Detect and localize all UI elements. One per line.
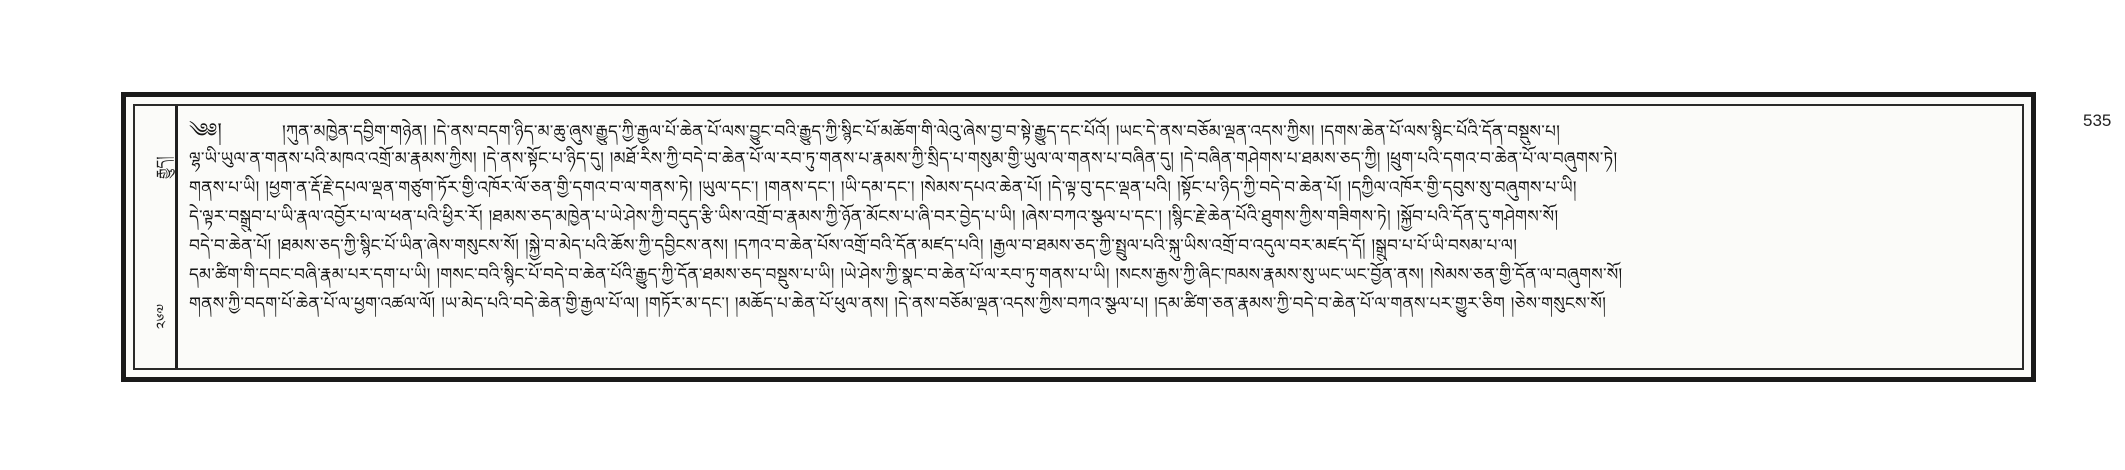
- margin-folio-number: ༢༦༧: [153, 303, 171, 329]
- text-line-4: དེ་ལྟར་བསྒྲུབ་པ་ཡི་རྣལ་འབྱོར་པ་ལ་ཕན་པའི་ཕྱིར་རོ། །ཐམས་ཅད་མཁྱེན་པ་ཡེ་ཤེས་ཀྱི་བདུད་རྩི་ཡིས་འགྲོ་བ་རྣམས་ཀྱི་ཉོན་མོངས་པ་ཞི་བར་བྱེད་པ་ཡི། །ཞེས་བཀའ་སྩལ་པ་དང་། །སྙིང་རྗེ་ཆེན་པོའི་ཐུགས་ཀྱིས་གཟིགས་ཏེ། །སྐྱོབ་པའི་དོན་དུ་གཤེགས་སོ།: [189, 207, 1559, 227]
- text-line-3: གནས་པ་ཡི། །ཕྱག་ན་རྡོ་རྗེ་དཔལ་ལྡན་གཙུག་ཏོར་གྱི་འཁོར་ལོ་ཅན་གྱི་དགའ་བ་ལ་གནས་ཏེ། །ཡུལ་དང་། །གནས་དང་། །ཡི་དམ་དང་། །སེམས་དཔའ་ཆེན་པོ། །དེ་ལྟ་བུ་དང་ལྡན་པའི། །སྟོང་པ་ཉིད་ཀྱི་བདེ་བ་ཆེན་པོ། །དཀྱིལ་འཁོར་གྱི་དབུས་སུ་བཞུགས་པ་ཡི།: [189, 178, 1577, 198]
- page-number: 535: [2083, 111, 2112, 130]
- opening-yig-mgo-mark: ༄༅།: [189, 118, 222, 142]
- text-line-6: དམ་ཚིག་གི་དབང་བཞི་རྣམ་པར་དག་པ་ཡི། །གསང་བའི་སྙིང་པོ་བདེ་བ་ཆེན་པོའི་རྒྱུད་ཀྱི་དོན་ཐམས་ཅད་བསྡུས་པ་ཡི། །ཡེ་ཤེས་ཀྱི་སྣང་བ་ཆེན་པོ་ལ་རབ་ཏུ་གནས་པ་ཡི། །སངས་རྒྱས་ཀྱི་ཞིང་ཁམས་རྣམས་སུ་ཡང་ཡང་བྱོན་ནས། །སེམས་ཅན་གྱི་དོན་ལ་བཞུགས་སོ།: [189, 265, 1623, 285]
- text-line-1: [189, 116, 2010, 145]
- margin-title: རྒྱུད།: [153, 156, 171, 180]
- text-line-5: བདེ་བ་ཆེན་པོ། །ཐམས་ཅད་ཀྱི་སྙིང་པོ་ཡིན་ཞེས་གསུངས་སོ། །སྐྱེ་བ་མེད་པའི་ཆོས་ཀྱི་དབྱིངས་ནས། །དཀའ་བ་ཆེན་པོས་འགྲོ་བའི་དོན་མཛད་པའི། །རྒྱལ་བ་ཐམས་ཅད་ཀྱི་སྤྲུལ་པའི་སྐུ་ཡིས་འགྲོ་བ་འདུལ་བར་མཛད་དོ། །སྒྲུབ་པ་པོ་ཡི་བསམ་པ་ལ།: [189, 236, 1518, 256]
- manuscript-folio: [121, 92, 2036, 382]
- text-block: [189, 116, 2010, 360]
- left-margin-column: [135, 106, 178, 368]
- text-line-2: ལྷ་ཡི་ཡུལ་ན་གནས་པའི་མཁའ་འགྲོ་མ་རྣམས་ཀྱིས། །དེ་ནས་སྟོང་པ་ཉིད་དུ། །མཐོ་རིས་ཀྱི་བདེ་བ་ཆེན་པོ་ལ་རབ་ཏུ་གནས་པ་རྣམས་ཀྱི་སྲིད་པ་གསུམ་གྱི་ཡུལ་ལ་གནས་པ་བཞིན་དུ། །དེ་བཞིན་གཤེགས་པ་ཐམས་ཅད་ཀྱི། །ཕྲུག་པའི་དགའ་བ་ཆེན་པོ་ལ་བཞུགས་ཏེ།: [189, 149, 1618, 169]
- text-line-7: གནས་ཀྱི་བདག་པོ་ཆེན་པོ་ལ་ཕྱག་འཚལ་ལོ། །ཡ་མེད་པའི་བདེ་ཆེན་གྱི་རྒྱལ་པོ་ལ། །གཏོར་མ་དང་། །མཆོད་པ་ཆེན་པོ་ཕུལ་ནས། །དེ་ནས་བཅོམ་ལྡན་འདས་ཀྱིས་བཀའ་སྩལ་པ། །དམ་ཚིག་ཅན་རྣམས་ཀྱི་བདེ་བ་ཆེན་པོ་ལ་གནས་པར་གྱུར་ཅིག །ཅེས་གསུངས་སོ།: [189, 294, 1607, 314]
- folio-inner-frame: [133, 104, 2024, 370]
- text-line-1-content: །ཀུན་མཁྱེན་དབྱིག་གཉེན། །དེ་ནས་བདག་ཉིད་མ་ཆུ་ཞུས་རྒྱུད་ཀྱི་རྒྱལ་པོ་ཆེན་པོ་ལས་བྱུང་བའི་རྒྱུད་ཀྱི་སྙིང་པོ་མཆོག་གི་ལེའུ་ཞེས་བྱ་བ་སྟེ་རྒྱུད་དང་པོའོ། །ཡང་དེ་ནས་བཅོམ་ལྡན་འདས་ཀྱིས། །དགས་ཆེན་པོ་ལས་སྙིང་པོའི་དོན་བསྡུས་པ།: [282, 122, 1561, 142]
